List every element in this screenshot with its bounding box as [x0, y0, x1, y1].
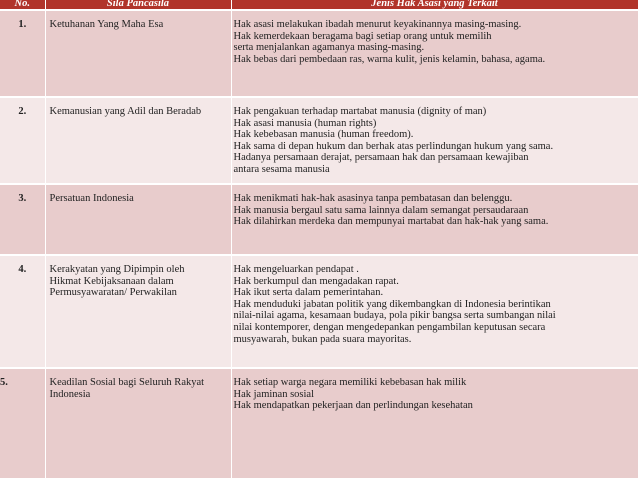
jenis-line: Hak mendapatkan pekerjaan dan perlindungan kesehatan	[233, 400, 473, 412]
table-row	[0, 184, 638, 255]
sila-line: Indonesia	[49, 388, 91, 400]
jenis-line: Hak mengeluarkan pendapat .	[233, 264, 359, 275]
sila-line: Ketuhanan Yang Maha Esa	[49, 19, 164, 30]
jenis-line: Hadanya persamaan derajat, persamaan hak dan persamaan kewajiban	[233, 152, 529, 164]
header-sila: Sila Pancasila	[45, 0, 231, 10]
jenis-cell	[231, 368, 638, 478]
table-row	[0, 97, 638, 184]
jenis-cell	[231, 97, 638, 184]
jenis-line: Hak jaminan sosial	[233, 388, 314, 400]
header-no: No.	[0, 0, 45, 10]
sila-line: Kemanusian yang Adil dan Beradab	[49, 106, 202, 117]
row-number: 1.	[0, 10, 45, 97]
jenis-line: Hak menduduki jabatan politik yang dikembangkan di Indonesia berintikan	[233, 298, 551, 310]
sila-line: Hikmat Kebijaksanaan dalam	[49, 275, 174, 287]
jenis-cell	[231, 184, 638, 255]
jenis-line: Hak kemerdekaan beragama bagi setiap orang untuk memilih	[233, 30, 492, 42]
jenis-cell	[231, 10, 638, 97]
jenis-line: Hak ikut serta dalam pemerintahan.	[233, 287, 384, 299]
row-number: 3.	[0, 184, 45, 255]
table-header-row	[0, 0, 638, 10]
jenis-line: Hak dilahirkan merdeka dan mempunyai martabat dan hak-hak yang sama.	[233, 216, 549, 228]
sila-cell	[45, 184, 231, 255]
header-jenis: Jenis Hak Asasi yang Terkait	[231, 0, 638, 10]
jenis-line: nilai-nilai agama, kesamaan budaya, pola pikir bangsa serta sumbangan nilai	[233, 310, 556, 322]
jenis-line: antara sesama manusia	[233, 163, 330, 175]
sila-cell	[45, 97, 231, 184]
sila-line: Keadilan Sosial bagi Seluruh Rakyat	[49, 377, 205, 388]
jenis-line: Hak sama di depan hukum dan berhak atas perlindungan hukum yang sama.	[233, 140, 554, 152]
jenis-line: Hak asasi manusia (human rights)	[233, 117, 377, 129]
table-row	[0, 368, 638, 478]
sila-cell	[45, 10, 231, 97]
jenis-cell	[231, 255, 638, 368]
jenis-line: serta menjalankan agamanya masing-masing.	[233, 42, 425, 54]
jenis-line: Hak kebebasan manusia (human freedom).	[233, 129, 414, 141]
jenis-line: musyawarah, bukan pada suara mayoritas.	[233, 333, 412, 345]
row-number: 2.	[0, 97, 45, 184]
jenis-line: Hak asasi melakukan ibadah menurut keyakinannya masing-masing.	[233, 19, 522, 30]
jenis-line: Hak setiap warga negara memiliki kebebasan hak milik	[233, 377, 467, 388]
table-row	[0, 255, 638, 368]
sila-line: Kerakyatan yang Dipimpin oleh	[49, 264, 185, 275]
jenis-line: Hak bebas dari pembedaan ras, warna kulit, jenis kelamin, bahasa, agama.	[233, 53, 546, 65]
sila-cell	[45, 255, 231, 368]
sila-line: Permusyawaratan/ Perwakilan	[49, 287, 177, 299]
jenis-line: Hak berkumpul dan mengadakan rapat.	[233, 275, 399, 287]
row-number: 5.	[0, 368, 45, 478]
jenis-line: Hak pengakuan terhadap martabat manusia (dignity of man)	[233, 106, 487, 117]
sila-cell	[45, 368, 231, 478]
table-row	[0, 10, 638, 97]
jenis-line: nilai kontemporer, dengan mengedepankan pengambilan keputusan secara	[233, 321, 546, 333]
sila-line: Persatuan Indonesia	[49, 193, 134, 204]
jenis-line: Hak manusia bergaul satu sama lainnya dalam semangat persaudaraan	[233, 204, 529, 216]
jenis-line: Hak menikmati hak-hak asasinya tanpa pembatasan dan belenggu.	[233, 193, 513, 204]
row-number: 4.	[0, 255, 45, 368]
